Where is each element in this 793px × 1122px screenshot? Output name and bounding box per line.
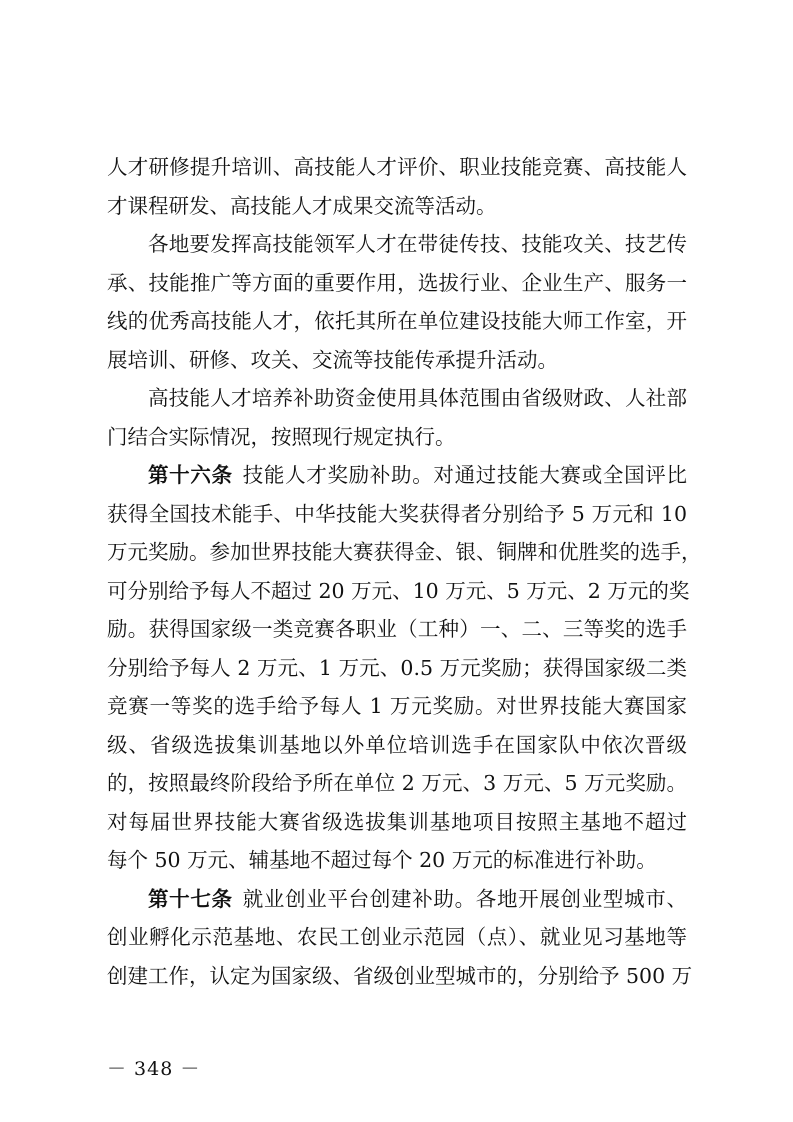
text-line: 竞赛一等奖的选手给予每人 1 万元奖励。对世界技能大赛国家 [107, 694, 687, 718]
text-line: 每个 50 万元、辅基地不超过每个 20 万元的标准进行补助。 [107, 848, 657, 872]
text-line [107, 880, 687, 919]
text-line: 人才研修提升培训、高技能人才评价、职业技能竞赛、高技能人 [107, 155, 687, 179]
document-body [107, 148, 702, 995]
text-line: 分别给予每人 2 万元、1 万元、0.5 万元奖励；获得国家级二类 [107, 655, 687, 680]
text-line: 励。获得国家级一类竞赛各职业（工种）一、二、三等奖的选手 [107, 617, 687, 641]
text-line: 线的优秀高技能人才，依托其所在单位建设技能大师工作室，开 [107, 309, 687, 333]
text-line: 高技能人才培养补助资金使用具体范围由省级财政、人社部 [148, 386, 687, 410]
text-line: 获得全国技术能手、中华技能大奖获得者分别给予 5 万元和 10 [107, 501, 687, 526]
text-line: 创建工作，认定为国家级、省级创业型城市的，分别给予 500 万 [107, 963, 693, 988]
text-line: 承、技能推广等方面的重要作用，选拔行业、企业生产、服务一 [107, 270, 687, 295]
text-line: 万元奖励。参加世界技能大赛获得金、银、铜牌和优胜奖的选手， [107, 540, 702, 564]
text-line: 各地要发挥高技能领军人才在带徒传技、技能攻关、技艺传 [148, 232, 687, 256]
paragraph-1 [107, 148, 687, 225]
article-16 [107, 456, 702, 880]
page-number: － 348 － [107, 1058, 201, 1080]
article-label: 第十六条 [148, 463, 233, 487]
article-17 [107, 880, 693, 996]
text-line: 级、省级选拔集训基地以外单位培训选手在国家队中依次晋级 [107, 732, 687, 757]
paragraph-2 [107, 225, 687, 379]
article-text: 就业创业平台创建补助。各地开展创业型城市、 [242, 886, 687, 911]
paragraph-3 [107, 379, 687, 456]
text-line: 才课程研发、高技能人才成果交流等活动。 [107, 193, 497, 218]
text-line: 对每届世界技能大赛省级选拔集训基地项目按照主基地不超过 [107, 809, 687, 834]
text-line: 展培训、研修、攻关、交流等技能传承提升活动。 [107, 347, 558, 372]
article-text: 技能人才奖励补助。对通过技能大赛或全国评比 [242, 463, 687, 487]
article-label: 第十七条 [148, 886, 233, 911]
text-line: 创业孵化示范基地、农民工创业示范园（点）、就业见习基地等 [107, 925, 687, 949]
text-line: 可分别给予每人不超过 20 万元、10 万元、5 万元、2 万元的奖 [107, 578, 690, 603]
text-line: 的，按照最终阶段给予所在单位 2 万元、3 万元、5 万元奖励。 [107, 771, 687, 795]
text-line [107, 456, 687, 495]
text-line: 门结合实际情况，按照现行规定执行。 [107, 424, 456, 449]
